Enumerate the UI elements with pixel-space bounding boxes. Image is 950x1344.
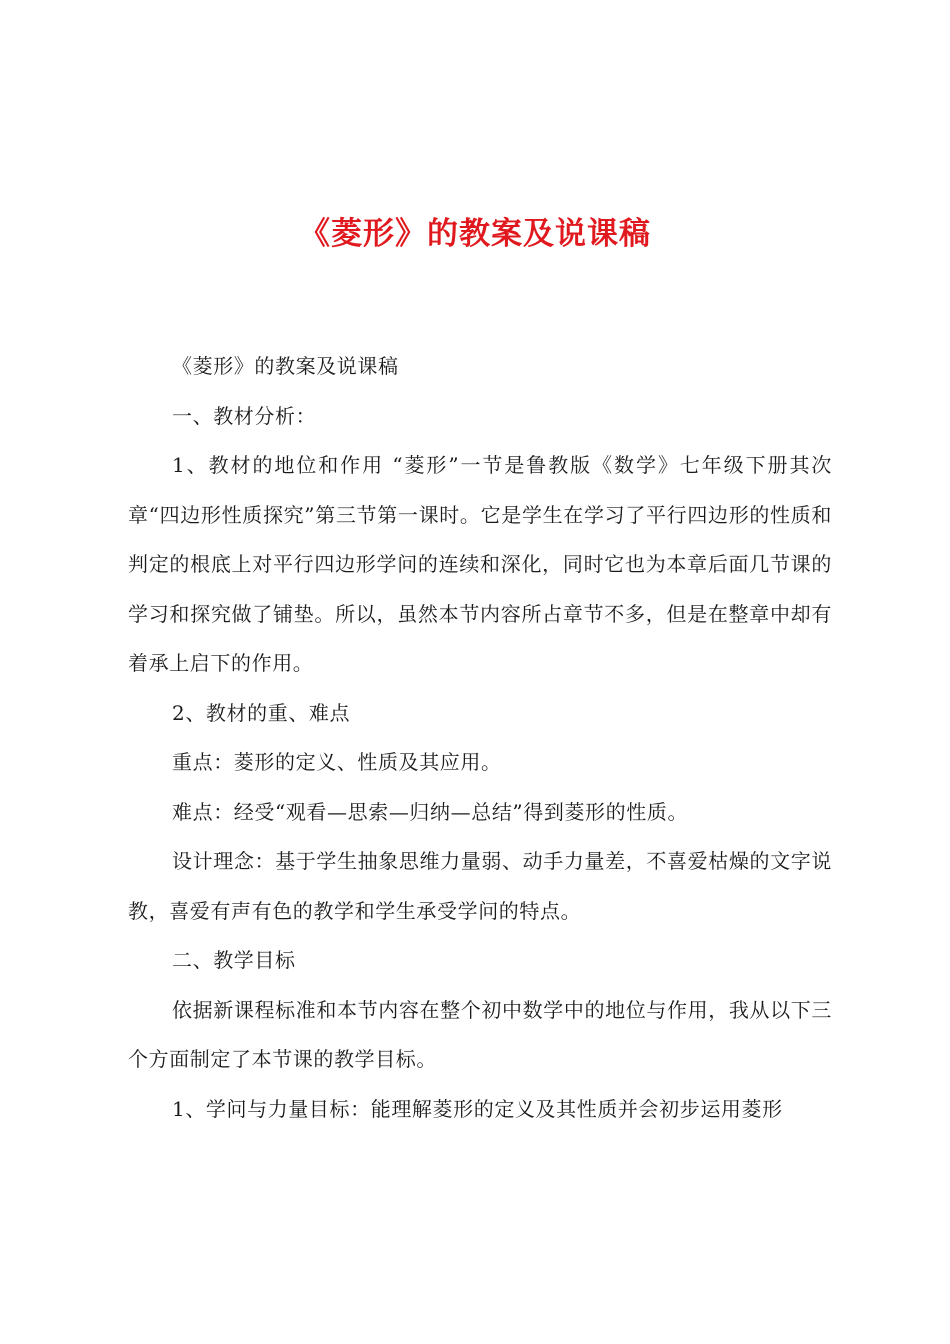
paragraph-status-and-role: 1、教材的地位和作用 “菱形”一节是鲁教版《数学》七年级下册其次章“四边形性质探究”第三节第一课时。它是学生在学习了平行四边形的性质和判定的根底上对平行四边形学问的连续和深化，同时它也为本章后面几节课的学习和探究做了铺垫。所以，虽然本节内容所占章节不多，但是在整章中却有着承上启下的作用。 — [128, 453, 832, 675]
paragraph-design-concept: 设计理念：基于学生抽象思维力量弱、动手力量差，不喜爱枯燥的文字说教，喜爱有声有色的教学和学生承受学问的特点。 — [128, 849, 832, 923]
document-title: 《菱形》的教案及说课稿 — [299, 216, 651, 252]
section-heading-teaching-goals: 二、教学目标 — [172, 948, 296, 972]
document-body — [128, 342, 832, 1134]
paragraph-knowledge-goal: 1、学问与力量目标：能理解菱形的定义及其性质并会初步运用菱形 — [172, 1096, 783, 1121]
paragraph-key-point: 重点：菱形的定义、性质及其应用。 — [172, 750, 502, 774]
paragraph-heading-repeat: 《菱形》的教案及说课稿 — [172, 354, 399, 378]
subheading-key-difficult-points: 2、教材的重、难点 — [172, 700, 351, 725]
paragraph-difficult-point: 难点：经受“观看—思索—归纳—总结”得到菱形的性质。 — [172, 799, 689, 824]
section-heading-textbook-analysis: 一、教材分析： — [172, 403, 317, 428]
paragraph-goals-intro: 依据新课程标准和本节内容在整个初中数学中的地位与作用，我从以下三个方面制定了本节课的教学目标。 — [128, 997, 832, 1071]
